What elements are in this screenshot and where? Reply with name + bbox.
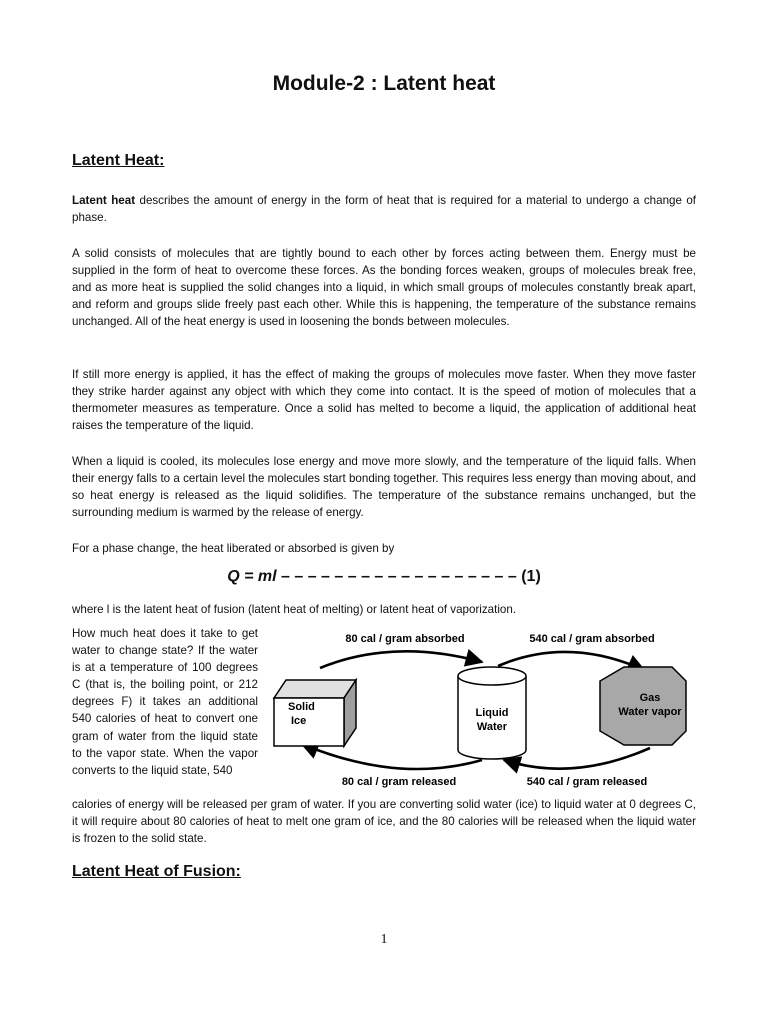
paragraph-phase-change: For a phase change, the heat liberated or absorbed is given by: [72, 542, 395, 555]
label-540-released: 540 cal / gram released: [526, 776, 648, 788]
phase-change-diagram: [268, 622, 708, 794]
paragraph-cooling: When a liquid is cooled, its molecules lose energy and move more slowly, and the temperature of the liquid falls. When their energy falls to a certain level the molecules start bonding together. This requires less energy than moving about, and so heat energy is released as the liquid solidifies. The temperature of the substance remains unchanged, but the surrounding medium is warmed by the release of energy.: [72, 455, 696, 520]
gas-label: Gas: [639, 692, 661, 704]
paragraph-where-l: where l is the latent heat of fusion (latent heat of melting) or latent heat of vaporization.: [72, 603, 517, 616]
water-label: Water: [476, 721, 508, 733]
paragraph-definition: [72, 192, 696, 226]
solid-ice-cube: [274, 680, 356, 746]
label-80-released: 80 cal / gram released: [341, 776, 457, 788]
term-latent-heat: Latent heat: [72, 194, 136, 207]
ice-label: Ice: [291, 715, 307, 727]
equation-dashes: – – – – – – – – – – – – – – – – – –: [276, 568, 522, 585]
liquid-water-cylinder: [458, 667, 526, 759]
section-heading-latent-heat: Latent Heat:: [72, 152, 165, 169]
gas-vapor-octagon: [600, 667, 686, 745]
label-80-absorbed: 80 cal / gram absorbed: [345, 633, 465, 645]
solid-label: Solid: [288, 701, 315, 713]
definition-text: describes the amount of energy in the form of heat that is required for a material to undergo a change of phase.: [72, 194, 697, 225]
liquid-label: Liquid: [475, 707, 509, 719]
paragraph-solid-molecules: A solid consists of molecules that are tightly bound to each other by forces acting between them. Energy must be supplied in the form of heat to overcome these forces. As the bonding forces weaken, groups of molecules break free, and as more heat is supplied the solid changes into a liquid, in which small groups of molecules constantly break apart, and reform and groups slide freely past each other. While this is happening, the temperature of the substance remains unchanged. All of the heat energy is used in loosening the bonds between molecules.: [72, 247, 696, 329]
arrow-liquid-to-solid: [302, 744, 482, 769]
page-title: Module-2 : Latent heat: [272, 72, 496, 95]
paragraph-more-energy: If still more energy is applied, it has the effect of making the groups of molecules move faster. When they move faster they strike harder against any object with which they come into contact. It is the speed of motion of molecules that a thermometer measures as temperature. Once a solid has melted to become a liquid, the application of additional heat raises the temperature of the liquid.: [72, 368, 696, 433]
paragraph-calories: calories of energy will be released per gram of water. If you are converting solid water (ice) to liquid water at 0 degrees C, it will require about 80 calories of heat to melt one gram of ice, and the 80 calories will be released when the liquid water is frozen to the solid state.: [72, 798, 696, 846]
section-heading-latent-heat-fusion: Latent Heat of Fusion:: [72, 863, 241, 880]
label-540-absorbed: 540 cal / gram absorbed: [529, 633, 655, 645]
equation-formula: Q = ml: [227, 568, 277, 585]
equation: [0, 568, 768, 586]
paragraph-side-text: How much heat does it take to get water to change state? If the water is at a temperature of 100 degrees C (that is, the boiling point, or 212 degrees F) it takes an additional 540 calories of heat to convert one gram of water from the liquid state to the vapor state. When the vapor converts to the liquid state, 540: [72, 627, 258, 777]
arrow-solid-to-liquid: [320, 651, 482, 668]
page-number: 1: [380, 932, 388, 947]
water-vapor-label: Water vapor: [618, 706, 682, 718]
equation-number: (1): [521, 568, 541, 585]
